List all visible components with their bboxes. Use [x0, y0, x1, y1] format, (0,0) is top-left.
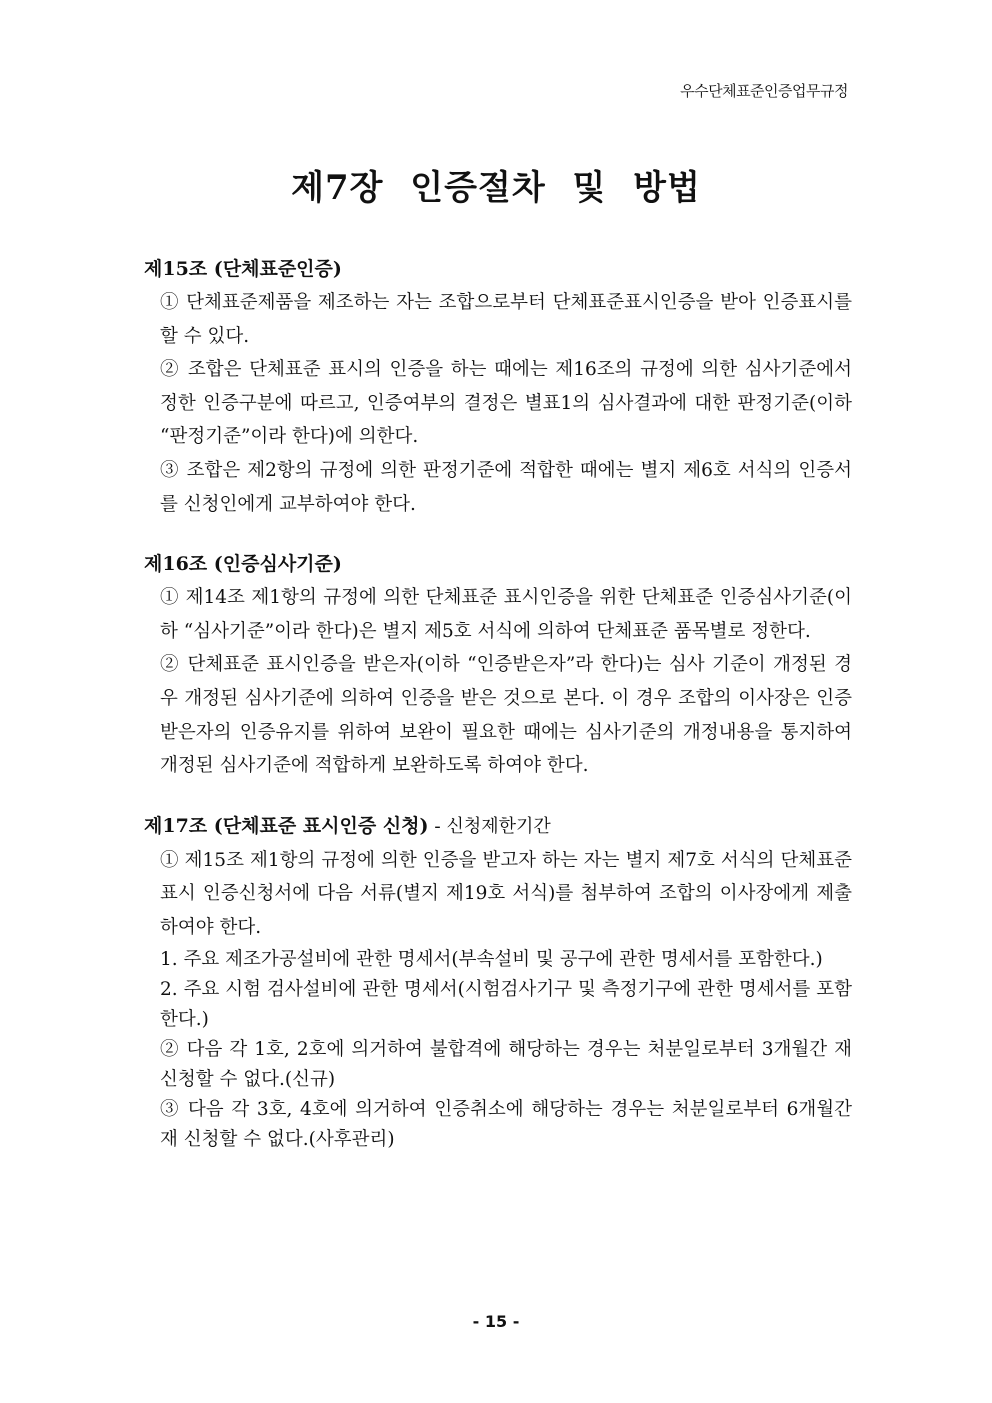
list-item: 1. 주요 제조가공설비에 관한 명세서(부속설비 및 공구에 관한 명세서를 포함한다.) — [160, 948, 823, 970]
article-title: 제15조 (단체표준인증) — [144, 258, 342, 280]
article-title: 제16조 (인증심사기준) — [144, 553, 342, 576]
article-paragraph: ① 제15조 제1항의 규정에 의한 인증을 받고자 하는 자는 별지 제7호 서식의 단체표준표시 인증신청서에 다음 서류(별지 제19호 서식)를 첨부하여 조합의 이사장에게 제출하여야 한다. — [160, 849, 852, 938]
article-title-main: 제17조 (단체표준 표시인증 신청) — [144, 814, 429, 837]
article-paragraph: ② 단체표준 표시인증을 받은자(이하 “인증받은자”라 한다)는 심사 기준이 개정된 경우 개정된 심사기준에 의하여 인증을 받은 것으로 본다. 이 경우 조합의 이사장은 인증받은자의 인증유지를 위하여 보완이 필요한 때에는 심사기준의 개정내용을 통지하여 개정된 심사기준에 적합하게 보완하도록 하여야 한다. — [160, 654, 852, 777]
article-paragraph: ③ 다음 각 3호, 4호에 의거하여 인증취소에 해당하는 경우는 처분일로부터 6개월간 재 신청할 수 없다.(사후관리) — [160, 1098, 852, 1150]
article-paragraph: ① 단체표준제품을 제조하는 자는 조합으로부터 단체표준표시인증을 받아 인증표시를 할 수 있다. — [160, 292, 852, 347]
article-15 — [144, 252, 852, 521]
page-number: - 15 - — [472, 1312, 520, 1331]
article-paragraph: ① 제14조 제1항의 규정에 의한 단체표준 표시인증을 위한 단체표준 인증심사기준(이하 “심사기준”이라 한다)은 별지 제5호 서식에 의하여 단체표준 품목별로 정한다. — [160, 587, 852, 642]
article-title-suffix: - 신청제한기간 — [428, 815, 551, 837]
document-header-title: 우수단체표준인증업무규정 — [680, 82, 848, 100]
page-content — [144, 252, 852, 1181]
article-title — [144, 809, 852, 844]
article-16 — [144, 547, 852, 783]
chapter-title: 제7장 인증절차 및 방법 — [291, 168, 701, 208]
article-paragraph: ② 조합은 단체표준 표시의 인증을 하는 때에는 제16조의 규정에 의한 심사기준에서 정한 인증구분에 따르고, 인증여부의 결정은 별표1의 심사결과에 대한 판정기준(이하 “판정기준”이라 한다)에 의한다. — [160, 359, 852, 448]
article-paragraph: ② 다음 각 1호, 2호에 의거하여 불합격에 해당하는 경우는 처분일로부터 3개월간 재 신청할 수 없다.(신규) — [160, 1038, 852, 1090]
article-paragraph: ③ 조합은 제2항의 규정에 의한 판정기준에 적합한 때에는 별지 제6호 서식의 인증서를 신청인에게 교부하여야 한다. — [160, 459, 852, 515]
list-item: 2. 주요 시험 검사설비에 관한 명세서(시험검사기구 및 측정기구에 관한 명세서를 포함한다.) — [160, 978, 852, 1030]
article-17 — [144, 809, 852, 1155]
article-list — [144, 945, 852, 1155]
